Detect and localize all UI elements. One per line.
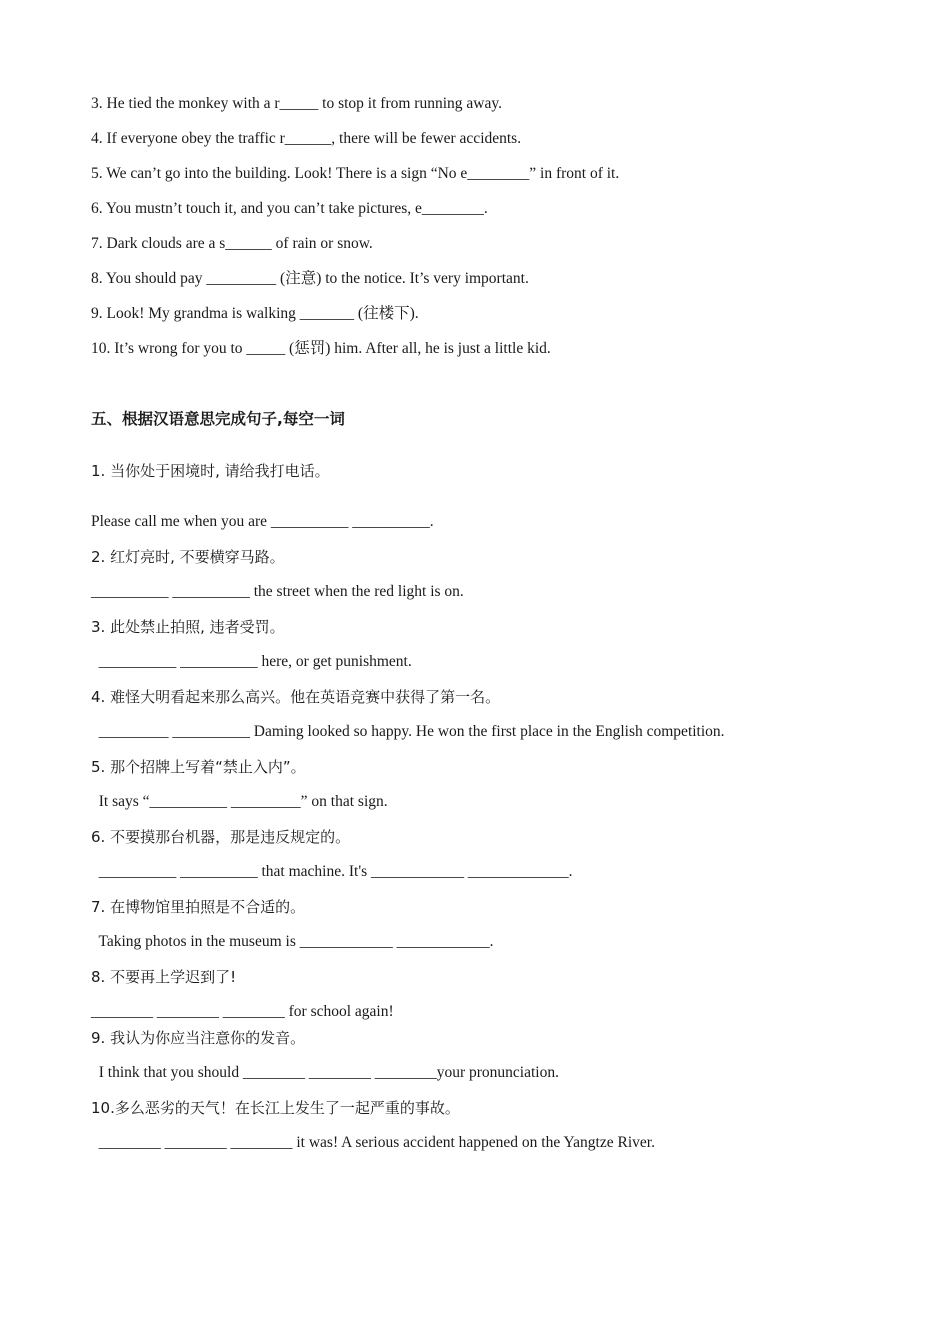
translation-prompt-8: 8. 不要再上学迟到了! — [91, 968, 237, 986]
exercise-item-5: 5. We can’t go into the building. Look! There is a sign “No e________” in front of it. — [91, 165, 620, 182]
translation-prompt-9: 9. 我认为你应当注意你的发音。 — [91, 1029, 306, 1047]
exercise-item-3: 3. He tied the monkey with a r_____ to stop it from running away. — [91, 95, 502, 112]
translation-prompt-7: 7. 在博物馆里拍照是不合适的。 — [91, 898, 306, 916]
translation-answer-4: _________ __________ Daming looked so happy. He won the first place in the English competition. — [91, 723, 725, 740]
translation-answer-6: __________ __________ that machine. It's ____________ _____________. — [91, 863, 573, 880]
exercise-item-8: 8. You should pay _________ (注意) to the notice. It’s very important. — [91, 270, 529, 287]
exercise-item-4: 4. If everyone obey the traffic r______, there will be fewer accidents. — [91, 130, 522, 147]
translation-answer-1: Please call me when you are __________ __________. — [91, 513, 434, 530]
translation-answer-2: __________ __________ the street when the red light is on. — [91, 583, 464, 600]
translation-prompt-4: 4. 难怪大明看起来那么高兴。他在英语竞赛中获得了第一名。 — [91, 688, 501, 706]
exercise-item-9: 9. Look! My grandma is walking _______ (往楼下). — [91, 305, 419, 322]
translation-prompt-10: 10.多么恶劣的天气！在长江上发生了一起严重的事故。 — [91, 1099, 460, 1117]
translation-answer-10: ________ ________ ________ it was! A serious accident happened on the Yangtze River. — [91, 1134, 655, 1151]
translation-answer-3: __________ __________ here, or get punishment. — [91, 653, 412, 670]
translation-answer-9: I think that you should ________ ________ ________your pronunciation. — [91, 1064, 559, 1081]
translation-answer-5: It says “__________ _________” on that sign. — [91, 793, 388, 810]
exercise-item-7: 7. Dark clouds are a s______ of rain or snow. — [91, 235, 373, 252]
translation-prompt-3: 3. 此处禁止拍照, 违者受罚。 — [91, 618, 285, 636]
translation-answer-8: ________ ________ ________ for school again! — [91, 1003, 394, 1020]
section-heading: 五、根据汉语意思完成句子,每空一词 — [91, 410, 345, 428]
translation-prompt-1: 1. 当你处于困境时, 请给我打电话。 — [91, 462, 330, 480]
translation-prompt-6: 6. 不要摸那台机器，那是违反规定的。 — [91, 828, 351, 846]
translation-answer-7: Taking photos in the museum is ____________ ____________. — [91, 933, 494, 950]
exercise-item-6: 6. You mustn’t touch it, and you can’t take pictures, e________. — [91, 200, 488, 217]
exercise-item-10: 10. It’s wrong for you to _____ (惩罚) him. After all, he is just a little kid. — [91, 340, 551, 357]
translation-prompt-5: 5. 那个招牌上写着“禁止入内”。 — [91, 758, 306, 776]
translation-prompt-2: 2. 红灯亮时, 不要横穿马路。 — [91, 548, 285, 566]
